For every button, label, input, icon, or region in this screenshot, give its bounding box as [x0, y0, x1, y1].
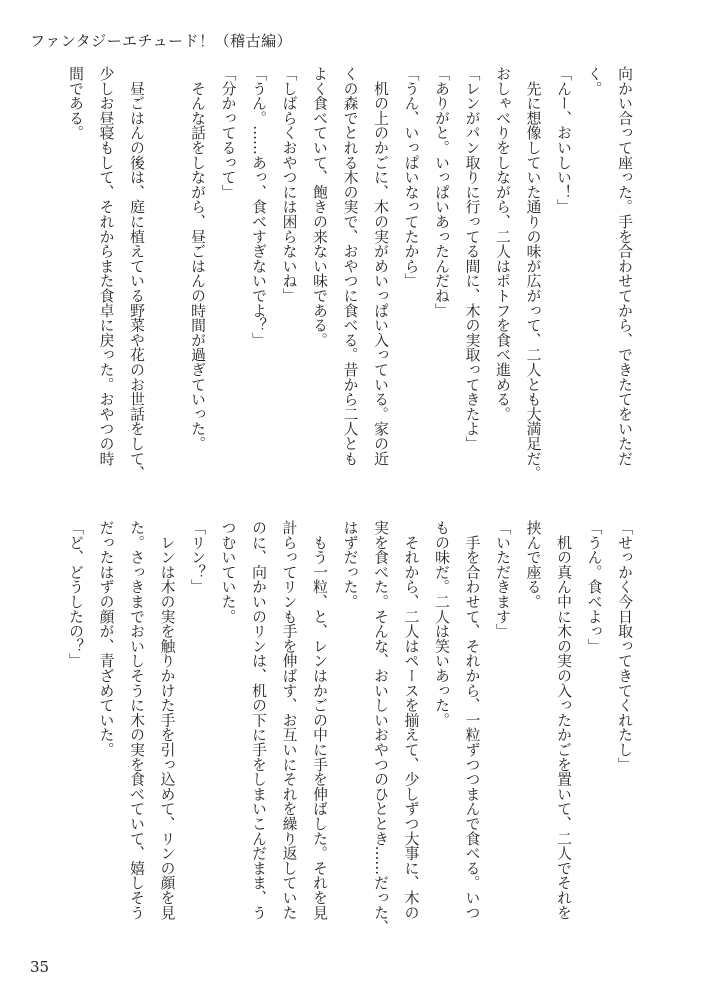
text-column: 「せっかく今日取ってきてくれたし」	[616, 520, 633, 772]
running-head-title: ファンタジーエチュード！（稽古編）	[30, 32, 293, 50]
text-column: く。	[585, 66, 603, 96]
text-column: 計らってリンも手を伸ばす、お互いにそれを繰り返していた	[280, 520, 298, 920]
text-column: レンは木の実を触りかけた手を引っ込めて、リンの顔を見	[158, 520, 176, 920]
text-column: 向かい合って座った。手を合わせてから、できたてをいただ	[616, 66, 633, 466]
text-column: くの森でとれる木の実で、おやつに食べる。昔から二人とも	[341, 66, 359, 466]
text-column: 手を合わせて、それから、一粒ずつつまんで食べる。いつ	[463, 520, 481, 920]
text-column: もの味だ。二人は笑いあった。	[433, 520, 450, 728]
text-column: だったはずの顔が、青ざめていた。	[97, 520, 115, 757]
text-column: 間である。	[67, 66, 84, 140]
text-column: 「リン？」	[189, 520, 206, 594]
text-column: のに、向かいのリンは、机の下に手をしまいこんだまま、う	[250, 520, 267, 920]
text-column: おしゃべりをしながら、二人はポトフを食べ進める。	[494, 66, 511, 422]
text-column: 「うん。食べよっ」	[585, 520, 603, 654]
text-column: 「レンがパン取りに行ってる間に、木の実取ってきたよ」	[463, 66, 481, 451]
blank-column	[151, 66, 182, 486]
text-column: 「んー、おいしい！」	[555, 66, 572, 214]
text-column: 「うん、いっぱいなってたから」	[402, 66, 420, 288]
text-column: た。さっきまでおいしそうに木の実を食べていて、嬉しそう	[128, 520, 145, 920]
text-block-top	[60, 66, 640, 486]
text-column: 「いただきます」	[494, 520, 511, 639]
text-column: 「しばらくおやつには困らないね」	[280, 66, 298, 303]
text-column: 先に想像していた通りの味が広がって、二人とも大満足だ。	[524, 66, 542, 481]
page-number: 35	[30, 958, 50, 976]
text-column: そんな話をしながら、昼ごはんの時間が過ぎていった。	[189, 66, 206, 451]
text-column: 「分かってるって」	[219, 66, 237, 200]
text-column: 「ありがと。いっぱいあったんだね」	[433, 66, 450, 318]
text-column: もう一粒、と、レンはかごの中に手を伸ばした。それを見	[311, 520, 328, 920]
text-block-bottom	[60, 520, 640, 940]
text-column: 実を食べた。そんな、おいしいおやつのひととき……だった、	[372, 520, 389, 935]
text-column: 少しお昼寝もして、それからまた食卓に戻った。おやつの時	[97, 66, 115, 466]
text-column: 「うん。……あっ、食べすぎないでよ？」	[250, 66, 267, 348]
text-column: よく食べていて、飽きの来ない味である。	[311, 66, 328, 348]
text-column: 昼ごはんの後は、庭に植えている野菜や花のお世話をして、	[128, 66, 145, 481]
text-column: それから、二人はペースを揃えて、少しずつ大事に、木の	[402, 520, 420, 920]
text-column: 机の上のかごに、木の実がめいっぱい入っている。家の近	[372, 66, 389, 466]
text-column: 机の真ん中に木の実の入ったかごを置いて、二人でそれを	[555, 520, 572, 920]
text-column: つむいていた。	[219, 520, 237, 624]
text-column: はずだった。	[341, 520, 359, 609]
text-column: 「ど、どうしたの？」	[67, 520, 84, 668]
text-column: 挟んで座る。	[524, 520, 542, 609]
